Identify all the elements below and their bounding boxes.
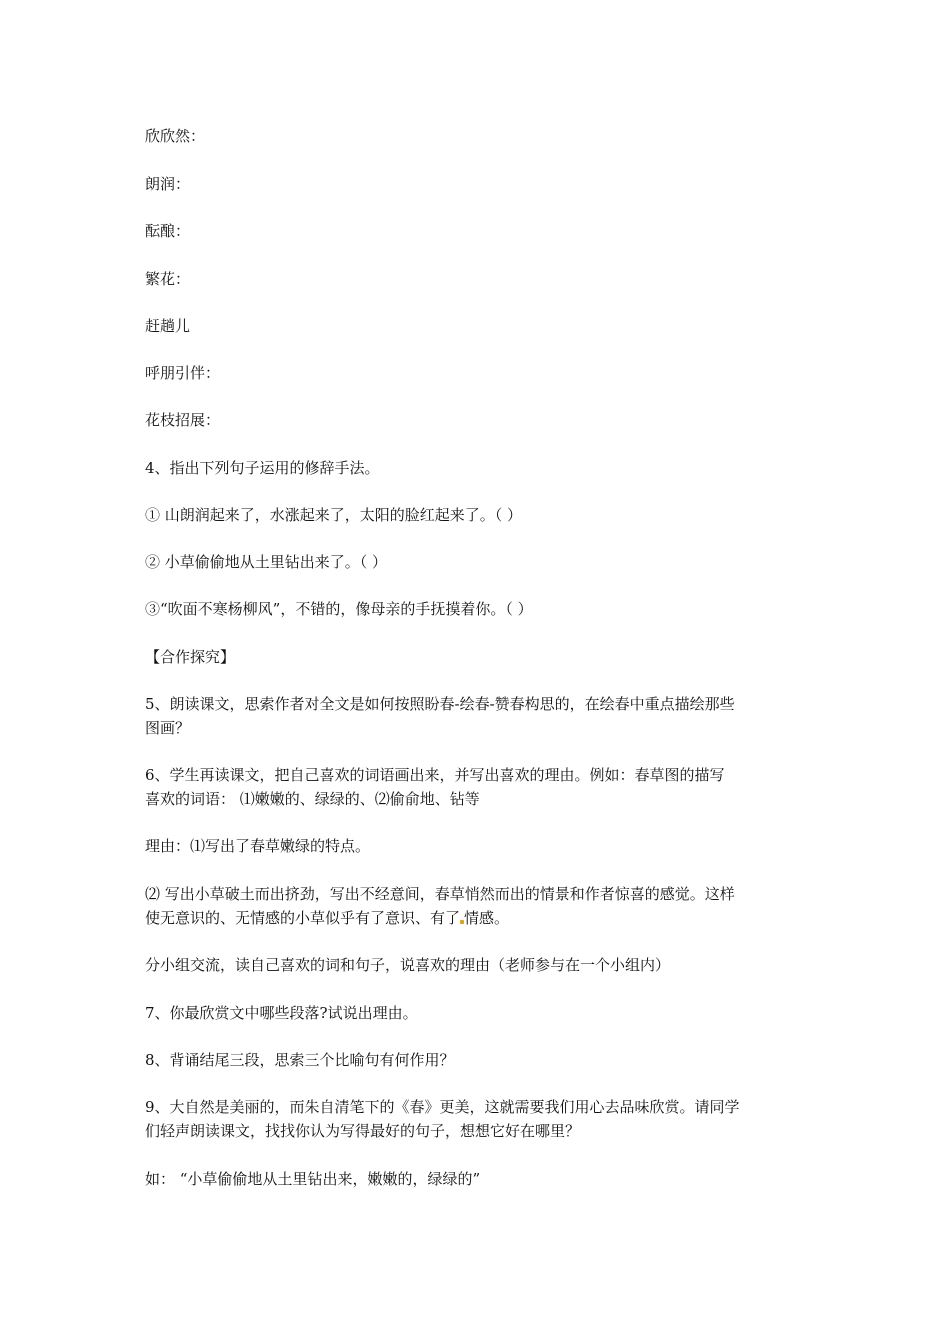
question-5-line-2: 图画？ [145, 719, 191, 737]
question-8: 8、背诵结尾三段，思索三个比喻句有何作用？ [145, 1051, 455, 1069]
question-9-line-2: 们轻声朗读课文，找找你认为写得最好的句子，想想它好在哪里？ [145, 1122, 581, 1140]
example-sentence: 如： “小草偷偷地从土里钻出来，嫩嫩的，绿绿的” [145, 1170, 481, 1188]
question-4-item-1: ① 山朗润起来了，水涨起来了，太阳的脸红起来了。（ ） [145, 506, 523, 524]
vocab-langrun: 朗润： [145, 175, 191, 193]
question-4-item-3: ③“吹面不寒杨柳风”，不错的，像母亲的手抚摸着你。（ ） [145, 600, 533, 618]
vocab-huazhizhaozhan: 花枝招展： [145, 411, 221, 429]
reason-2-text-b: 情感。 [464, 909, 510, 927]
question-7: 7、你最欣赏文中哪些段落?试说出理由。 [145, 1004, 418, 1022]
question-4-title: 4、指出下列句子运用的修辞手法。 [145, 459, 380, 477]
question-4-item-2: ② 小草偷偷地从土里钻出来了。（ ） [145, 553, 388, 571]
question-5-line-1: 5、朗读课文，思索作者对全文是如何按照盼春-绘春-赞春构思的，在绘春中重点描绘那些 [145, 695, 735, 713]
vocab-hupengyinban: 呼朋引伴： [145, 364, 221, 382]
question-6-line-1: 6、学生再读课文，把自己喜欢的词语画出来，并写出喜欢的理由。例如：春草图的描写 [145, 766, 725, 784]
vocab-yunniang: 酝酿： [145, 222, 191, 240]
question-6-reason-2-line-1: ⑵ 写出小草破土而出挤劲，写出不经意间，春草悄然而出的情景和作者惊喜的感觉。这样 [145, 885, 735, 903]
question-9-line-1: 9、大自然是美丽的，而朱自清笔下的《春》更美，这就需要我们用心去品味欣赏。请同学 [145, 1098, 740, 1116]
reason-2-text-a: 使无意识的、无情感的小草似乎有了意识、有了 [145, 909, 461, 927]
question-6-reason-2-line-2 [145, 906, 810, 930]
section-heading: 【合作探究】 [145, 648, 236, 666]
question-6-group-discussion: 分小组交流，读自己喜欢的词和句子，说喜欢的理由（老师参与在一个小组内） [145, 956, 671, 974]
vocab-xinxinran: 欣欣然： [145, 127, 206, 145]
question-6-line-2: 喜欢的词语： ⑴嫩嫩的、绿绿的、⑵偷俞地、钻等 [145, 790, 480, 808]
vocab-fanhua: 繁花： [145, 270, 191, 288]
question-6-reason-1: 理由：⑴写出了春草嫩绿的特点。 [145, 837, 371, 855]
vocab-gantanger: 赶趟儿 [145, 317, 191, 335]
